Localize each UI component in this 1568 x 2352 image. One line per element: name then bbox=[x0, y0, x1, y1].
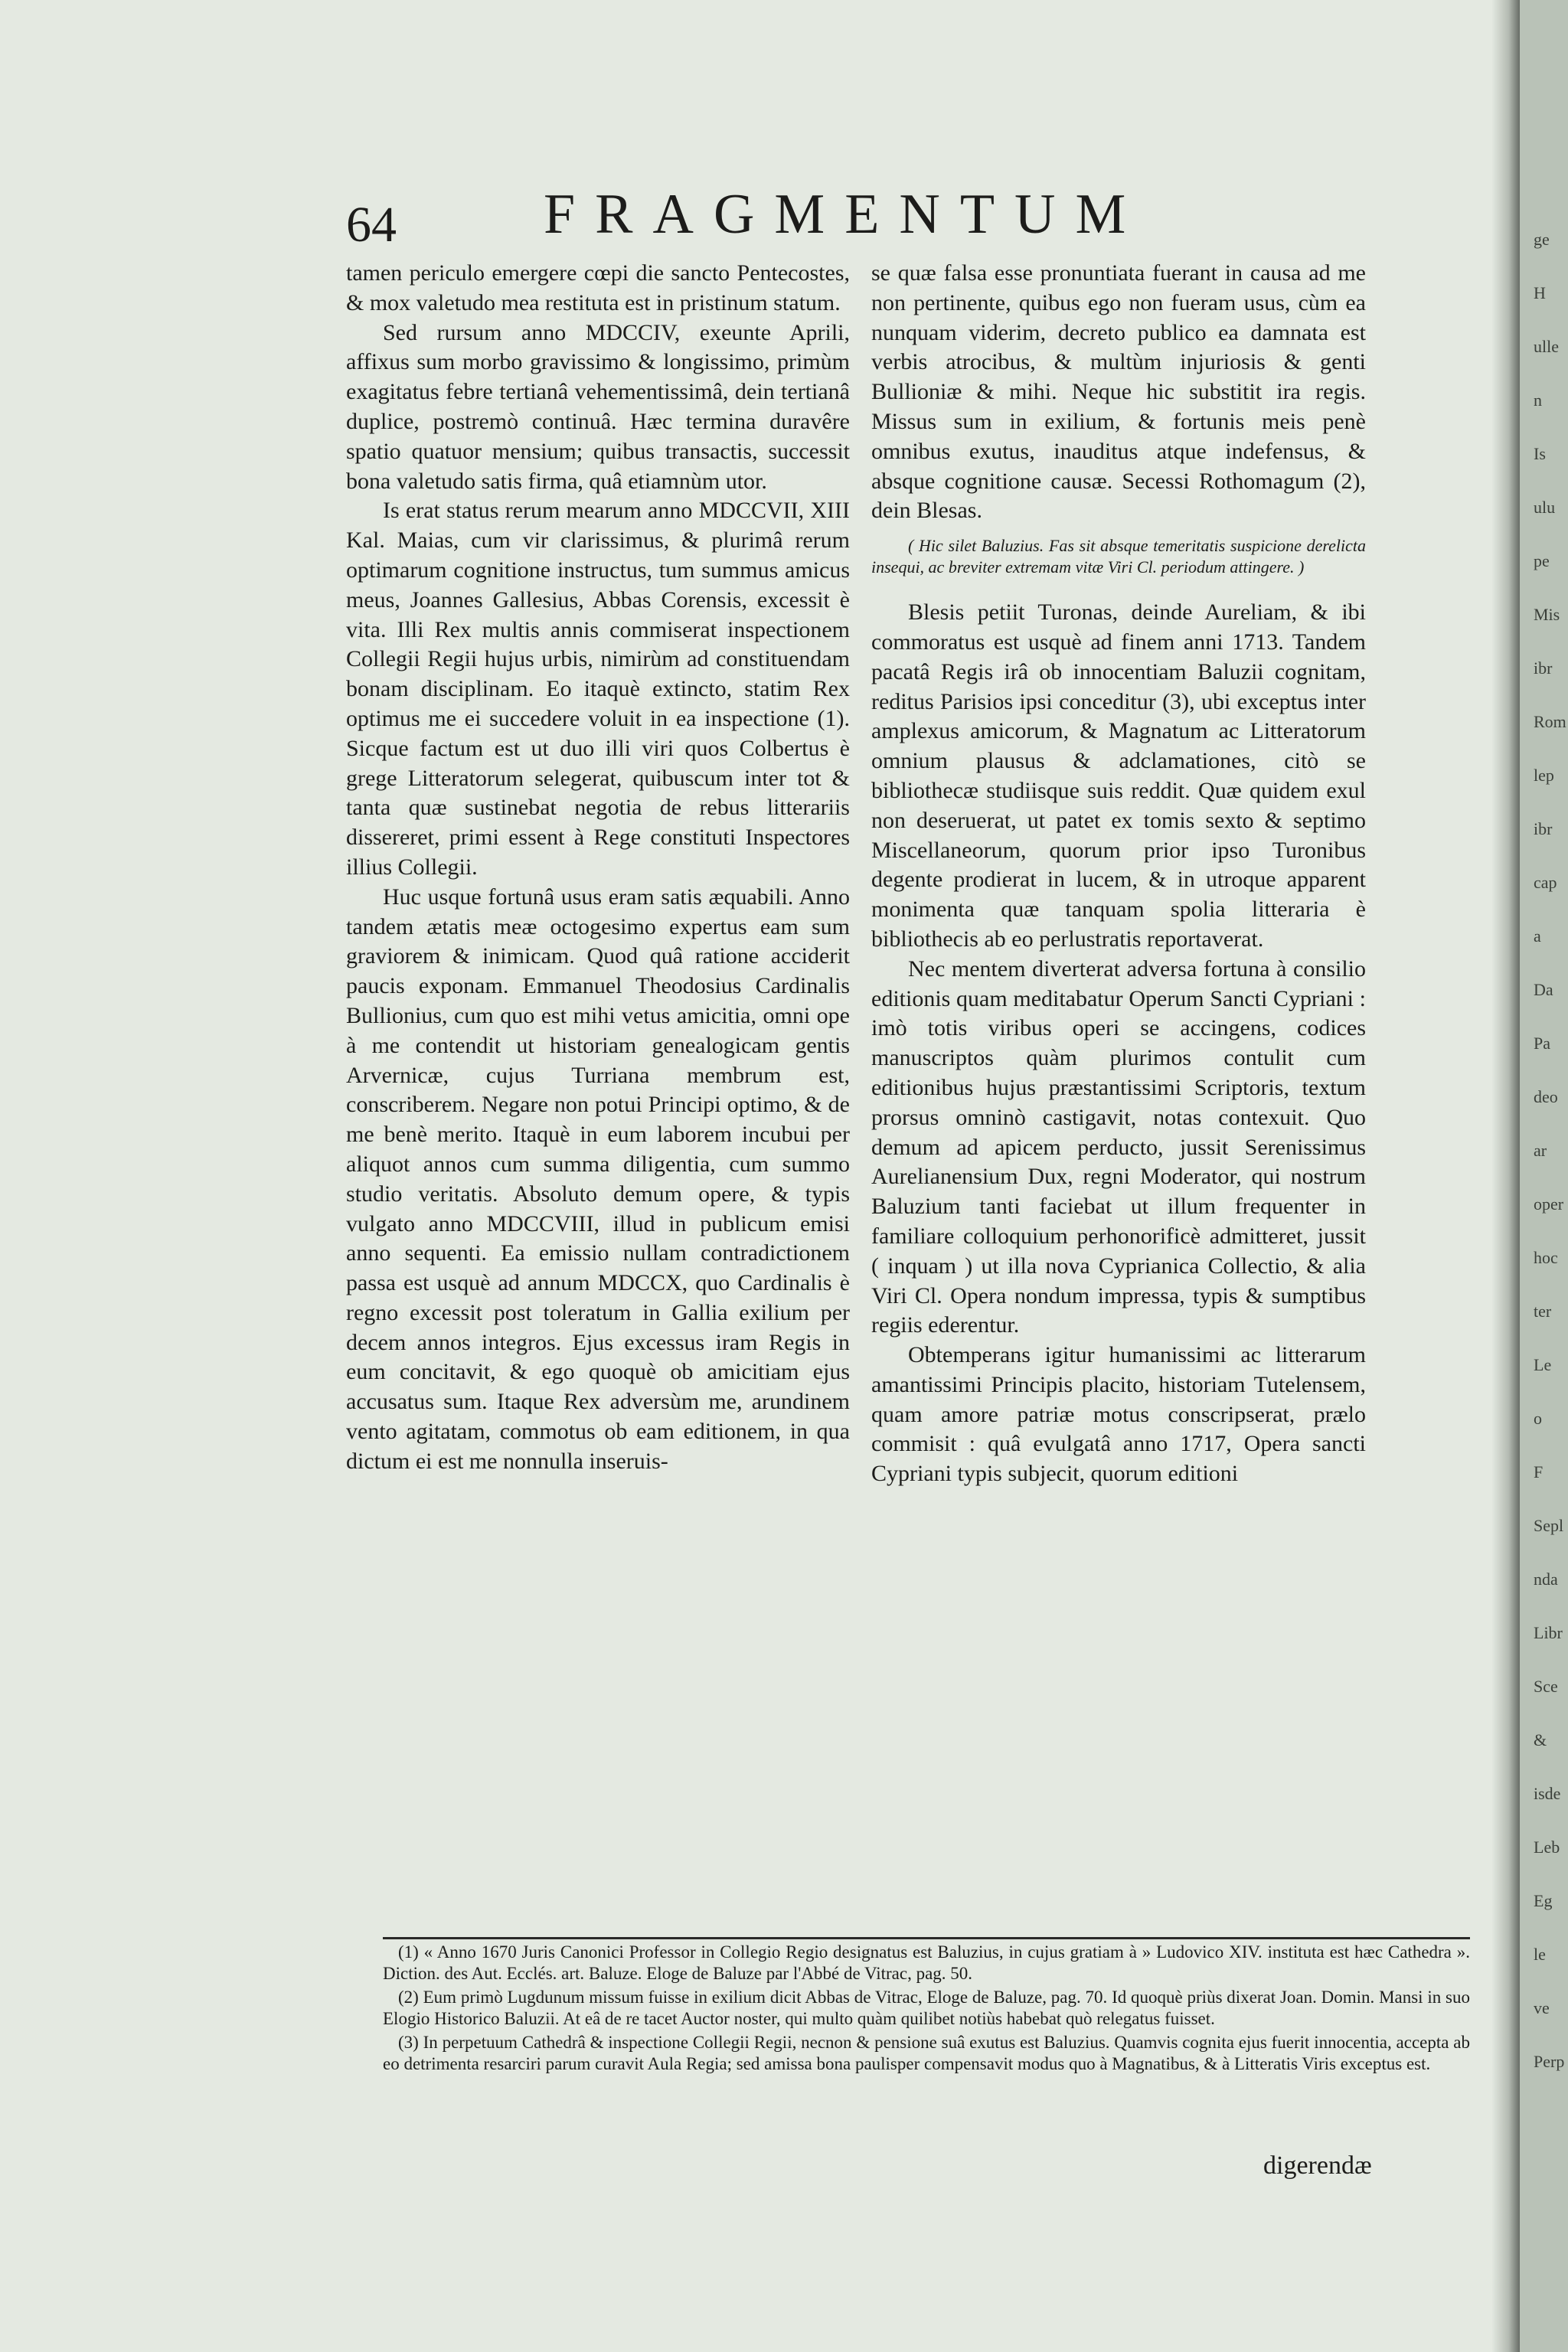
paragraph: Obtemperans igitur humanissimi ac litterarum amantissimi Principis placito, historiam Tutelensem, quam amore patriæ motus conscripserat, prælo commisit : quâ evulgatâ anno 1717, Opera sancti Cypriani typis subjecit, quorum editioni bbox=[871, 1342, 1366, 1487]
adjacent-page-fragment: n bbox=[1534, 390, 1542, 410]
footnote: (2) Eum primò Lugdunum missum fuisse in exilium dicit Abbas de Vitrac, Eloge de Baluze, pag. 70. Id quoquè priùs dixerat Joan. Domin. Mansi in suo Elogio Historico Baluzii. At eâ de re tacet Auctor noster, qui multo quàm quilibet notiùs habebat quò relegatus fuisset. bbox=[383, 1988, 1470, 2028]
adjacent-page-fragment: Le bbox=[1534, 1355, 1552, 1374]
spine-shadow bbox=[1491, 0, 1520, 2352]
adjacent-page-fragment: & bbox=[1534, 1730, 1547, 1749]
adjacent-page-fragment: Da bbox=[1534, 980, 1553, 999]
adjacent-page-fragment: ulle bbox=[1534, 337, 1559, 356]
paragraph: se quæ falsa esse pronuntiata fuerant in causa ad me non pertinente, quibus ego non fueram usus, cùm ea nunquam viderim, decreto publico ea damnata est verbis atrocibus, & multùm injuriosis & genti Bullioniæ & mihi. Neque hic substitit ira regis. Missus sum in exilium, & fortunis meis penè omnibus exutus, inauditus atque indefensus, & absque cognitione causæ. Secessi Rothomagum (2), dein Blesas. bbox=[871, 260, 1366, 524]
paragraph: Sed rursum anno MDCCIV, exeunte Aprili, affixus sum morbo gravissimo & longissimo, primùm exagitatus febre tertianâ vehementissimâ, dein tertianâ duplice, postremò continuâ. Hæc termina duravêre spatio quatuor mensium; quibus transactis, successit bona valetudo satis firma, quâ etiamnùm utor. bbox=[346, 319, 850, 494]
paragraph: Huc usque fortunâ usus eram satis æquabili. Anno tandem ætatis meæ octogesimo expertus eam sum graviorem & inimicam. Quod quâ ratione acciderit paucis exponam. Emmanuel Theodosius Cardinalis Bullionius, cum quo est mihi vetus amicitia, omni ope à me contendit ut historiam genealogicam gentis Arvernicæ, cujus Turriana membrum est, conscriberem. Negare non potui Principi optimo, & de me benè merito. Itaquè in eum laborem incubui per aliquot annos cum summa diligentia, cum summo studio veritatis. Absoluto demum opere, & typis vulgato anno MDCCVIII, illud in publicum emisi anno sequenti. Ea emissio nullam contradictionem passa est usquè ad annum MDCCX, quo Cardinalis è regno excessit post toleratum in Gallia exilium per decem annos integros. Ejus excessus iram Regis in eum concitavit, & ego quoquè ob amicitiam ejus accusatus sum. Itaque Rex adversùm me, arundinem vento agitatam, commotus ob eam editionem, in qua dictum ei est me nonnulla inseruis- bbox=[346, 884, 850, 1474]
adjacent-page-fragment: o bbox=[1534, 1409, 1542, 1428]
adjacent-page-fragment: F bbox=[1534, 1462, 1544, 1481]
adjacent-page-fragment: Sce bbox=[1534, 1677, 1558, 1696]
adjacent-page-fragment: lep bbox=[1534, 766, 1554, 785]
adjacent-page-fragment: cap bbox=[1534, 873, 1557, 892]
adjacent-page-fragment: deo bbox=[1534, 1087, 1558, 1106]
adjacent-page-fragment: ibr bbox=[1534, 819, 1553, 838]
footnote: (1) « Anno 1670 Juris Canonici Professor in Collegio Regio designatus est Baluzius, in cujus gratiam à » Ludovico XIV. instituta est hæc Cathedra ». Diction. des Aut. Ecclés. art. Baluze. Eloge de Baluze par l'Abbé de Vitrac, pag. 50. bbox=[383, 1942, 1470, 1983]
adjacent-page-fragment: le bbox=[1534, 1945, 1546, 1964]
adjacent-page-fragment: ibr bbox=[1534, 658, 1553, 678]
adjacent-page-fragment: Perp bbox=[1534, 2052, 1565, 2071]
catchword: digerendæ bbox=[1263, 2151, 1372, 2180]
adjacent-page-fragment: ulu bbox=[1534, 498, 1556, 517]
adjacent-page-fragment: Sepl bbox=[1534, 1516, 1564, 1535]
paragraph: Is erat status rerum mearum anno MDCCVII, XIII Kal. Maias, cum vir clarissimus, & plurimâ rerum optimarum cognitione instructus, tum summus amicus meus, Joannes Gallesius, Abbas Corensis, excessit è vita. Illi Rex multis annis commiserat inspectionem Collegii Regii hujus urbis, nimirùm ad constituendam bonam disciplinam. Eo itaquè extincto, statim Rex optimus me ei succedere voluit in ea inspectione (1). Sicque factum est ut duo illi viri quos Colbertus è grege Litteratorum selegerat, quibuscum inter tot & tanta quæ sustinebat negotia de rebus litterariis dissereret, primi essent à Rege constituti Inspectores illius Collegii. bbox=[346, 498, 850, 880]
adjacent-page-fragment: ter bbox=[1534, 1302, 1552, 1321]
page-number: 64 bbox=[346, 197, 397, 253]
editorial-note: ( Hic silet Baluzius. Fas sit absque temeritatis suspicione derelicta insequi, ac breviter extremam vitæ Viri Cl. periodum attingere. ) bbox=[871, 536, 1366, 577]
running-title: FRAGMENTUM bbox=[544, 183, 1146, 246]
adjacent-page-edge bbox=[1520, 0, 1568, 2352]
adjacent-page-fragment: H bbox=[1534, 283, 1546, 302]
adjacent-page-fragment: oper bbox=[1534, 1194, 1564, 1214]
paragraph: tamen periculo emergere cœpi die sancto Pentecostes, & mox valetudo mea restituta est in pristinum statum. bbox=[346, 260, 850, 315]
footnotes bbox=[383, 1942, 1470, 2077]
adjacent-page-fragment: ge bbox=[1534, 230, 1550, 249]
footnote-rule bbox=[383, 1937, 1470, 1939]
adjacent-page-fragment: Libr bbox=[1534, 1623, 1563, 1642]
adjacent-page-fragment: Leb bbox=[1534, 1838, 1560, 1857]
paragraph: Blesis petiit Turonas, deinde Aureliam, & ibi commoratus est usquè ad finem anni 1713. Tandem pacatâ Regis irâ ob innocentiam Baluzii cognitam, reditus Parisios ipsi conceditur (3), ubi exceptus inter amplexus amicorum, & Magnatum ac Litteratorum omnium plausus & adclamationes, citò se bibliothecæ studiisque suis reddit. Quæ quidem exul non deseruerat, ut patet ex tomis sexto & septimo Miscellaneorum, quorum prior ipso Turonibus degente prodierat in lucem, & in utroque apparent monimenta quæ tanquam spolia litteraria è bibliothecis ab eo perlustratis reportaverat. bbox=[871, 599, 1366, 952]
adjacent-page-fragment: nda bbox=[1534, 1570, 1558, 1589]
adjacent-page-fragment: ar bbox=[1534, 1141, 1547, 1160]
adjacent-page-fragment: hoc bbox=[1534, 1248, 1558, 1267]
adjacent-page-fragment: Is bbox=[1534, 444, 1546, 463]
right-column bbox=[871, 259, 1366, 1489]
left-column bbox=[346, 259, 850, 1477]
paragraph: Nec mentem diverterat adversa fortuna à consilio editionis quam meditabatur Operum Sancti Cypriani : imò totis viribus operi se accingens, codices manuscriptos quàm plurimos contulit cum editionibus hujus præstantissimi Scriptoris, textum prorsus omninò castigavit, notas contexuit. Quo demum ad apicem perducto, jussit Serenissimus Aurelianensium Dux, regni Moderator, qui nostrum Baluzium tanti faciebat ut illum frequenter in familiare colloquium perhonorificè admitteret, jussit ( inquam ) ut illa nova Cyprianica Collectio, & alia Viri Cl. Opera nondum impressa, typis & sumptibus regiis ederentur. bbox=[871, 956, 1366, 1338]
adjacent-page-fragment: Mis bbox=[1534, 605, 1560, 624]
footnote: (3) In perpetuum Cathedrâ & inspectione Collegii Regii, necnon & pensione suâ exutus est Baluzius. Quamvis cognita ejus fuerit innocentia, accepta ab eo detrimenta resarciri parum curavit Aula Regia; sed amissa bona paulisper compensavit modus quo à Magnatibus, & à Litteratis Viris exceptus est. bbox=[383, 2033, 1470, 2073]
adjacent-page-fragment: Pa bbox=[1534, 1034, 1550, 1053]
adjacent-page-fragment: isde bbox=[1534, 1784, 1561, 1803]
adjacent-page-fragment: Rom bbox=[1534, 712, 1566, 731]
adjacent-page-fragment: Eg bbox=[1534, 1891, 1553, 1910]
adjacent-page-fragment: a bbox=[1534, 926, 1541, 946]
page-header bbox=[346, 182, 1479, 259]
adjacent-page-fragment: ve bbox=[1534, 1998, 1550, 2017]
adjacent-page-fragment: pe bbox=[1534, 551, 1550, 570]
